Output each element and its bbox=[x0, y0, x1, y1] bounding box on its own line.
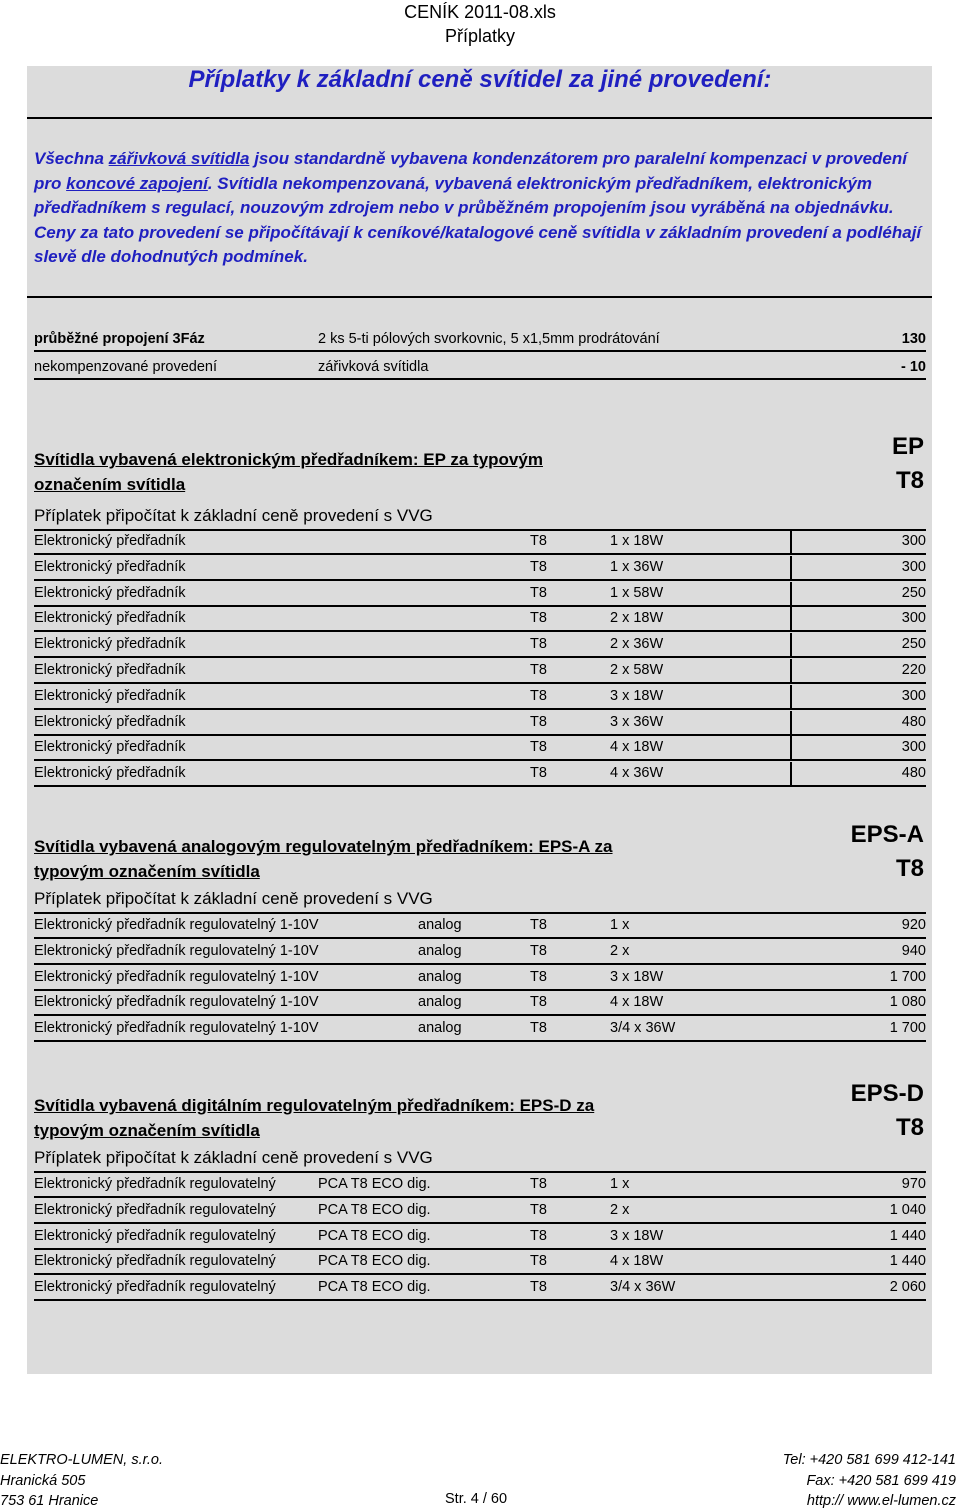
cell-price: 1 700 bbox=[889, 968, 926, 985]
column-separator bbox=[790, 633, 792, 657]
cell-name: Elektronický předřadník bbox=[34, 533, 186, 549]
extra-desc: 2 ks 5-ti pólových svorkovnic, 5 x1,5mm prodrátování bbox=[318, 331, 660, 347]
cell-type: T8 bbox=[530, 1020, 547, 1037]
cell-type: T8 bbox=[530, 713, 547, 730]
extra-name: nekompenzované provedení bbox=[34, 359, 217, 375]
cell-name: Elektronický předřadník bbox=[34, 687, 186, 704]
footer-web: http:// www.el-lumen.cz bbox=[806, 1493, 956, 1509]
cell-type: T8 bbox=[530, 636, 547, 653]
cell-type: T8 bbox=[530, 584, 547, 601]
cell-price: 1 440 bbox=[889, 1253, 926, 1270]
cell-price: 1 040 bbox=[889, 1201, 926, 1218]
row-line bbox=[34, 579, 926, 581]
cell-mid: analog bbox=[418, 994, 462, 1011]
cell-price: 300 bbox=[901, 739, 926, 756]
column-separator bbox=[790, 762, 792, 786]
row-line bbox=[34, 605, 926, 607]
cell-price: 300 bbox=[901, 533, 926, 549]
cell-mid: PCA T8 ECO dig. bbox=[318, 1176, 431, 1192]
cell-name: Elektronický předřadník bbox=[34, 739, 186, 756]
footer-company: ELEKTRO-LUMEN, s.r.o. bbox=[0, 1452, 164, 1468]
extra-price: 130 bbox=[901, 331, 926, 347]
cell-name: Elektronický předřadník bbox=[34, 765, 186, 782]
cell-mid: analog bbox=[418, 917, 462, 933]
section-subheading: Příplatek připočítat k základní ceně provedení s VVG bbox=[34, 1148, 433, 1167]
cell-size: 3 x 18W bbox=[610, 1227, 664, 1244]
cell-size: 4 x 18W bbox=[610, 1253, 664, 1270]
row-line bbox=[34, 1196, 926, 1198]
cell-type: T8 bbox=[530, 739, 547, 756]
title-divider bbox=[27, 117, 932, 119]
cell-price: 300 bbox=[901, 610, 926, 627]
tag-line-1: EP bbox=[891, 433, 924, 460]
cell-size: 3 x 18W bbox=[610, 968, 664, 985]
column-separator bbox=[790, 736, 792, 760]
row-line bbox=[34, 785, 926, 787]
row-line bbox=[34, 963, 926, 965]
cell-size: 2 x bbox=[610, 942, 630, 959]
section-heading: Svítidla vybavená elektronickým předřadníkem: EP za typovým bbox=[34, 450, 543, 469]
cell-name: Elektronický předřadník regulovatelný 1-10V bbox=[34, 1020, 319, 1037]
extra-desc: zářivková svítidla bbox=[318, 359, 429, 375]
cell-size: 3 x 18W bbox=[610, 687, 664, 704]
row-line bbox=[34, 378, 926, 380]
row-line bbox=[34, 630, 926, 632]
cell-size: 1 x 36W bbox=[610, 558, 664, 575]
cell-type: T8 bbox=[530, 1253, 547, 1270]
row-line bbox=[34, 682, 926, 684]
cell-price: 250 bbox=[901, 584, 926, 601]
row-line bbox=[34, 1040, 926, 1042]
cell-price: 2 060 bbox=[889, 1279, 926, 1296]
row-line bbox=[34, 1273, 926, 1275]
footer-street: Hranická 505 bbox=[0, 1473, 86, 1489]
extra-price: - 10 bbox=[901, 359, 926, 375]
cell-price: 920 bbox=[901, 917, 926, 933]
cell-name: Elektronický předřadník bbox=[34, 636, 186, 653]
file-name: CENÍK 2011-08.xls bbox=[404, 2, 556, 22]
tag-line-2: T8 bbox=[895, 1114, 924, 1141]
cell-price: 940 bbox=[901, 942, 926, 959]
row-line bbox=[34, 553, 926, 555]
column-separator bbox=[790, 582, 792, 606]
cell-size: 1 x 18W bbox=[610, 533, 664, 549]
row-line bbox=[34, 350, 926, 352]
cell-size: 3/4 x 36W bbox=[610, 1279, 676, 1296]
section-heading: typovým označením svítidla bbox=[34, 1121, 260, 1140]
section-subheading: Příplatek připočítat k základní ceně provedení s VVG bbox=[34, 506, 433, 525]
cell-size: 2 x 18W bbox=[610, 610, 664, 627]
extra-name: průběžné propojení 3Fáz bbox=[34, 331, 205, 347]
cell-name: Elektronický předřadník regulovatelný 1-10V bbox=[34, 942, 319, 959]
column-separator bbox=[790, 659, 792, 683]
tag-line-2: T8 bbox=[895, 855, 924, 882]
section-line bbox=[34, 1171, 926, 1173]
cell-price: 1 440 bbox=[889, 1227, 926, 1244]
cell-price: 1 700 bbox=[889, 1020, 926, 1037]
cell-type: T8 bbox=[530, 994, 547, 1011]
intro-underlined-2: koncové zapojení bbox=[66, 173, 208, 193]
cell-type: T8 bbox=[530, 533, 547, 549]
row-line bbox=[34, 989, 926, 991]
intro-part-2: jsou standardně vybavena kondenzátorem pro paralelní kompenzaci v provedení pro bbox=[34, 149, 907, 193]
cell-mid: PCA T8 ECO dig. bbox=[318, 1227, 431, 1244]
cell-size: 4 x 18W bbox=[610, 994, 664, 1011]
cell-type: T8 bbox=[530, 1201, 547, 1218]
cell-type: T8 bbox=[530, 662, 547, 678]
row-line bbox=[34, 759, 926, 761]
cell-name: Elektronický předřadník bbox=[34, 584, 186, 601]
cell-type: T8 bbox=[530, 558, 547, 575]
cell-name: Elektronický předřadník bbox=[34, 662, 186, 678]
cell-type: T8 bbox=[530, 610, 547, 627]
sheet-name: Příplatky bbox=[444, 26, 516, 46]
cell-name: Elektronický předřadník regulovatelný 1-10V bbox=[34, 994, 319, 1011]
cell-price: 480 bbox=[901, 765, 926, 782]
cell-name: Elektronický předřadník bbox=[34, 713, 186, 730]
cell-type: T8 bbox=[530, 917, 547, 933]
column-separator bbox=[790, 685, 792, 709]
section-heading: označením svítidla bbox=[34, 475, 186, 494]
cell-type: T8 bbox=[530, 1176, 547, 1192]
cell-name: Elektronický předřadník bbox=[34, 610, 186, 627]
cell-type: T8 bbox=[530, 687, 547, 704]
cell-mid: analog bbox=[418, 942, 462, 959]
cell-type: T8 bbox=[530, 942, 547, 959]
intro-divider bbox=[27, 296, 932, 298]
footer-tel: Tel: +420 581 699 412-141 bbox=[782, 1452, 956, 1468]
section-subheading: Příplatek připočítat k základní ceně provedení s VVG bbox=[34, 889, 433, 908]
cell-size: 2 x 36W bbox=[610, 636, 664, 653]
cell-name: Elektronický předřadník regulovatelný bbox=[34, 1201, 276, 1218]
cell-name: Elektronický předřadník regulovatelný bbox=[34, 1227, 276, 1244]
cell-type: T8 bbox=[530, 765, 547, 782]
cell-size: 1 x 58W bbox=[610, 584, 664, 601]
cell-type: T8 bbox=[530, 1279, 547, 1296]
cell-price: 300 bbox=[901, 687, 926, 704]
cell-mid: PCA T8 ECO dig. bbox=[318, 1253, 431, 1270]
cell-size: 4 x 36W bbox=[610, 765, 664, 782]
section-heading: Svítidla vybavená analogovým regulovatelným předřadníkem: EPS-A za bbox=[34, 837, 613, 856]
cell-size: 2 x 58W bbox=[610, 662, 664, 678]
section-line bbox=[34, 529, 926, 531]
cell-mid: PCA T8 ECO dig. bbox=[318, 1279, 431, 1296]
tag-line-2: T8 bbox=[895, 467, 924, 494]
tag-line-1: EPS-A bbox=[850, 821, 924, 848]
cell-size: 2 x bbox=[610, 1201, 630, 1218]
page-number: Str. 4 / 60 bbox=[445, 1491, 508, 1507]
row-line bbox=[34, 734, 926, 736]
cell-price: 220 bbox=[901, 662, 926, 678]
cell-mid: analog bbox=[418, 1020, 462, 1037]
cell-price: 250 bbox=[901, 636, 926, 653]
section-tag bbox=[851, 1077, 924, 1145]
row-line bbox=[34, 656, 926, 658]
cell-name: Elektronický předřadník regulovatelný bbox=[34, 1253, 276, 1270]
page-title: Příplatky k základní ceně svítidel za jiné provedení: bbox=[188, 66, 772, 93]
section-heading: Svítidla vybavená digitálním regulovatelným předřadníkem: EPS-D za bbox=[34, 1096, 595, 1115]
intro-underlined-1: zářivková svítidla bbox=[108, 149, 250, 168]
row-line bbox=[34, 1299, 926, 1301]
section-tag bbox=[851, 818, 924, 886]
cell-type: T8 bbox=[530, 1227, 547, 1244]
cell-price: 1 080 bbox=[889, 994, 926, 1011]
footer-fax: Fax: +420 581 699 419 bbox=[806, 1473, 956, 1489]
cell-price: 970 bbox=[901, 1176, 926, 1192]
row-line bbox=[34, 1014, 926, 1016]
column-separator bbox=[790, 607, 792, 631]
cell-name: Elektronický předřadník regulovatelný 1-10V bbox=[34, 968, 319, 985]
cell-size: 1 x bbox=[610, 1176, 630, 1192]
cell-price: 480 bbox=[901, 713, 926, 730]
cell-price: 300 bbox=[901, 558, 926, 575]
tag-line-1: EPS-D bbox=[850, 1080, 924, 1107]
row-line bbox=[34, 1248, 926, 1250]
intro-text bbox=[34, 147, 926, 270]
cell-size: 3/4 x 36W bbox=[610, 1020, 676, 1037]
cell-name: Elektronický předřadník regulovatelný bbox=[34, 1176, 276, 1192]
row-line bbox=[34, 708, 926, 710]
row-line bbox=[34, 1222, 926, 1224]
section-tag bbox=[892, 430, 924, 498]
intro-part-3: . Svítidla nekompenzovaná, vybavená elektronickým předřadníkem, elektronickým předřadníkem s regulací, nouzovým zdrojem nebo v průběžném propojením jsou vyráběná na objednávku. Ceny za tato provedení se připočítávají k ceníkové/katalogové ceně svítidla v základním provedení a podléhají slevě dle dohodnutých podmínek. bbox=[34, 173, 922, 266]
cell-mid: analog bbox=[418, 968, 462, 985]
cell-name: Elektronický předřadník regulovatelný 1-10V bbox=[34, 917, 319, 933]
cell-name: Elektronický předřadník regulovatelný bbox=[34, 1279, 276, 1296]
cell-mid: PCA T8 ECO dig. bbox=[318, 1201, 431, 1218]
section-heading: typovým označením svítidla bbox=[34, 862, 260, 881]
footer-city: 753 61 Hranice bbox=[0, 1493, 99, 1509]
row-line bbox=[34, 937, 926, 939]
cell-name: Elektronický předřadník bbox=[34, 558, 186, 575]
intro-part-1: Všechna bbox=[34, 149, 109, 168]
column-separator bbox=[790, 530, 792, 554]
cell-type: T8 bbox=[530, 968, 547, 985]
column-separator bbox=[790, 556, 792, 580]
section-line bbox=[34, 912, 926, 914]
cell-size: 4 x 18W bbox=[610, 739, 664, 756]
cell-size: 3 x 36W bbox=[610, 713, 664, 730]
column-separator bbox=[790, 711, 792, 735]
cell-size: 1 x bbox=[610, 917, 630, 933]
